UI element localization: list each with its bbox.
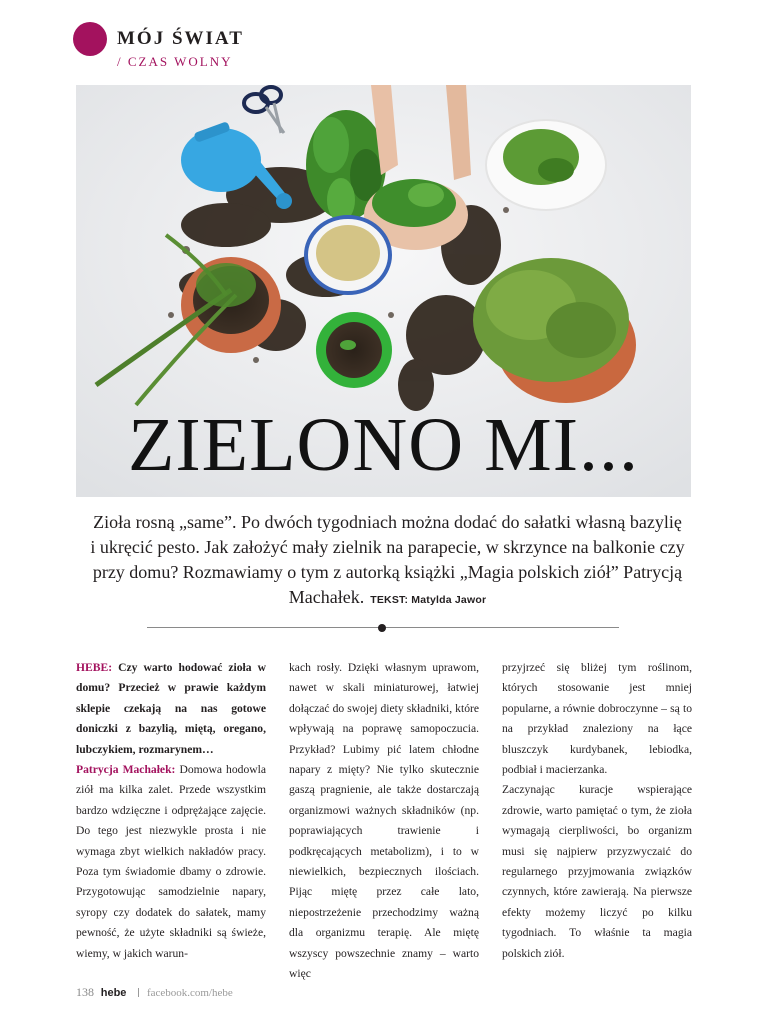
answer-label: Patrycja Machałek: [76,763,176,777]
green-pot [316,312,392,388]
footer-separator [138,988,139,997]
article-title: ZIELONO MI... [127,403,640,487]
subsection-title: / CZAS WOLNY [117,54,233,69]
column-2 [289,658,479,985]
author-credit: TEKST: Matylda Jawor [370,594,487,606]
article-body [76,658,696,981]
footer-url: facebook.com/hebe [146,987,233,999]
interview-answer [76,760,266,964]
page-number: 138 [76,985,94,999]
answer-text-2: kach rosły. Dzięki własnym uprawom, nawet w skali miniaturowej, łatwiej dołączać do swojej diety składniki, które wpływają na poprawę samopoczucia. Przykład? Lubimy pić latem chłodne napary z mięty? Nie tylko skutecznie gaszą pragnienie, ale także dostarczają organizmowi ważnych składników (np. poprawiających trawienie i podkręcających metabolizm), i to w niewielkich, bezpiecznych ilościach. Pijąc miętę przez całe lato, niepostrzeżenie przechodzimy ważną dla organizmu terapię. Ale miętę wszyscy powszechnie znamy – warto więc [289,661,479,981]
herb-plate [486,120,606,210]
section-header [73,20,473,80]
divider-dot-icon [378,624,386,632]
lead-paragraph [90,510,685,613]
answer-text-3: przyjrzeć się bliżej tym roślinom, których stosowanie jest mniej popularne, a równie dobroczynne – są to na przykład znaleziony na łące bluszczyk kurdybanek, lebiodka, podbiał i macierzanka. [502,661,692,777]
lead-text: Zioła rosną „same”. Po dwóch tygodniach można dodać do sałatki własną bazylię i ukręcić pesto. Jak założyć mały zielnik na parapecie, w skrzynce na balkonie czy przy domu? Rozmawiamy o tym z autorką książki „Magia polskich ziół” Patrycją Machałek. [90,512,685,607]
answer-text-1: Domowa hodowla ziół ma kilka zalet. Przede wszystkim bardzo wdzięczne i odprężające zajęcie. Do tego jest niezwykle prosta i nie wymaga zbyt wielkich nakładów pracy. Poza tym świadomie dbamy o zdrowie. Przygotowując samodzielnie napary, syropy czy dodatek do sałatek, mamy pewność, że użyte składniki są świeże, wiemy, w jakich warun- [76,763,266,960]
section-title: MÓJ ŚWIAT [117,28,244,49]
sprouts-bowl [306,217,390,293]
footer-brand: hebe [100,987,127,999]
hero-photo [76,85,691,497]
question-text: Czy warto hodować zioła w domu? Przecież w prawie każdym sklepie czekają na nas gotowe doniczki z bazylią, miętą, oregano, lubczykiem, rozmarynem… [76,661,266,756]
section-dot-icon [73,22,107,56]
page-footer [76,985,233,1003]
question-label: HEBE: [76,661,113,674]
interview-question [76,658,266,760]
paragraph-2: Zaczynając kuracje wspierające zdrowie, warto pamiętać o tym, że zioła wymagają cierpliwości, bo organizm musi się najpierw przyzwyczaić do regularnego przyjmowania związków czynnych, które zawierają. Na pierwsze efekty możemy liczyć po kilku tygodniach. To właśnie ta magia polskich ziół. [502,783,692,960]
column-3 [502,658,692,964]
column-1 [76,658,266,964]
